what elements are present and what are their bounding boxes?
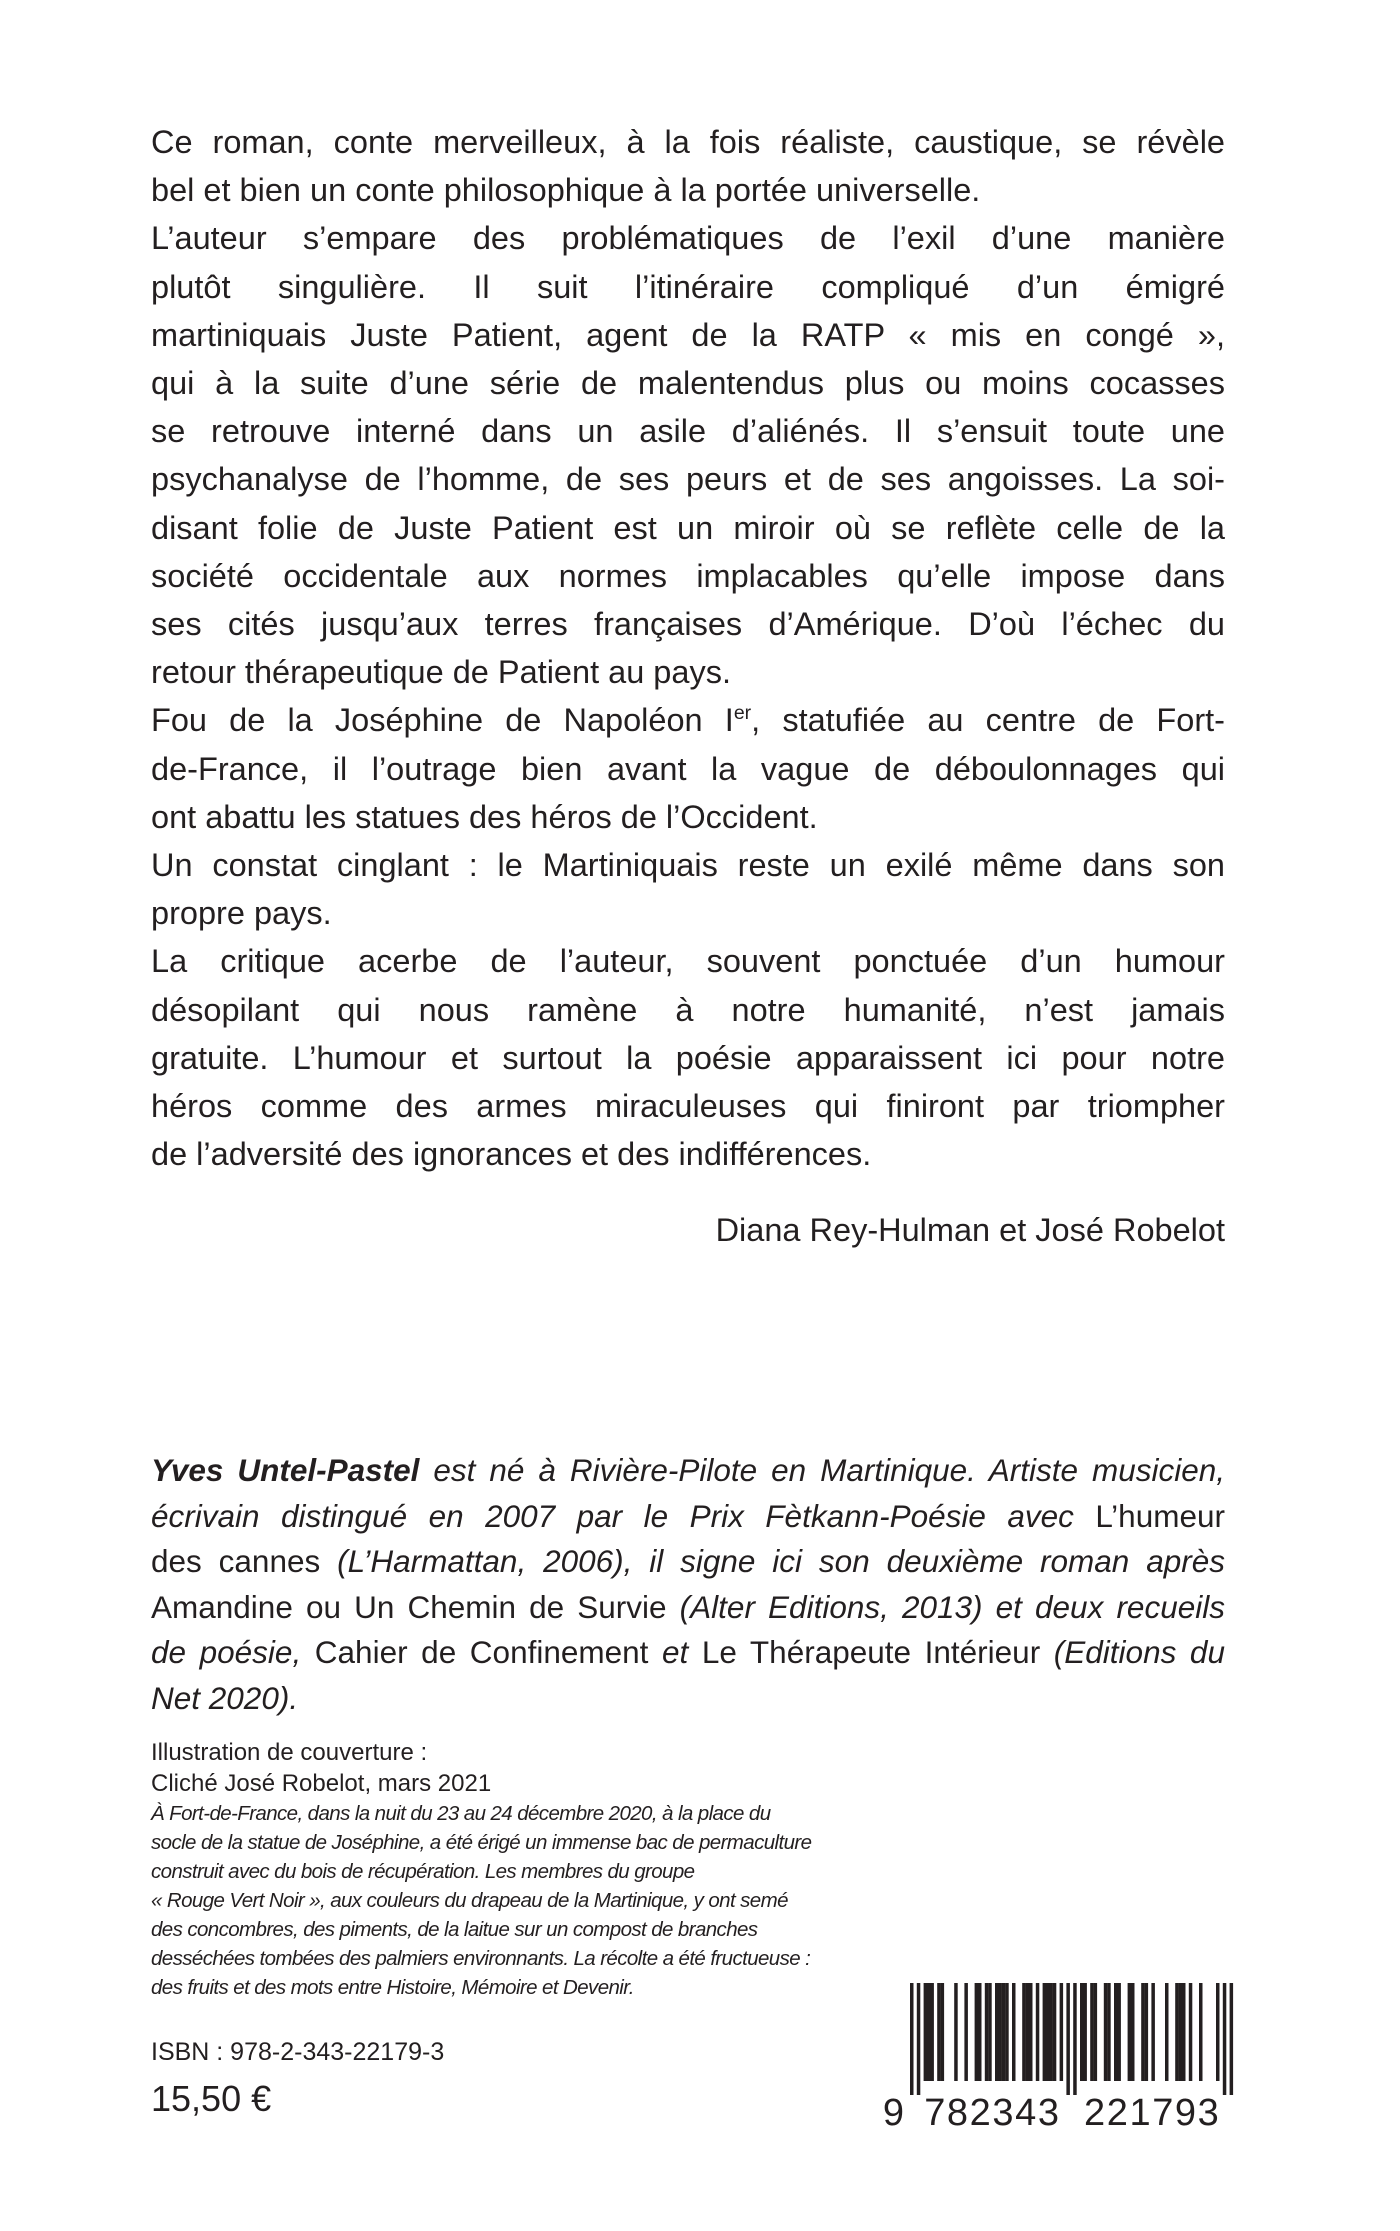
barcode-bar <box>1005 1983 1009 2081</box>
barcode-bar <box>1182 1983 1186 2081</box>
caption-line: desséchées tombées des palmiers environnants. La récolte a été fructueuse : <box>151 1947 811 1970</box>
bio-line <box>151 1585 1225 1631</box>
summary-line <box>151 841 1225 889</box>
barcode-bar <box>975 1983 979 2081</box>
barcode-bar <box>937 1983 941 2081</box>
superscript: er <box>733 702 752 725</box>
barcode-bar <box>1151 1983 1155 2081</box>
bio-text: Net 2020). <box>151 1679 299 1716</box>
credits-photo: Cliché José Robelot, mars 2021 <box>151 1770 492 1797</box>
barcode-bar <box>1073 1983 1077 2095</box>
barcode-bar <box>964 1983 968 2081</box>
summary-line-text: Fou de la Joséphine de Napoléon I <box>151 702 734 739</box>
summary-line-text: ses cités jusqu’aux terres françaises d’Amérique. D’où l’échec du <box>151 606 1225 643</box>
summary-line-text: retour thérapeutique de Patient au pays. <box>151 654 731 691</box>
summary-line-text: de-France, il l’outrage bien avant la vague de déboulonnages qui <box>151 750 1225 787</box>
bio-text: de poésie, <box>151 1634 302 1670</box>
barcode-bar <box>985 1983 989 2081</box>
barcode-bar <box>1012 1983 1016 2081</box>
bio-text: écrivain distingué en 2007 par le Prix Fètkann-Poésie avec <box>151 1497 1074 1534</box>
barcode-bar <box>910 1983 914 2095</box>
summary-line-text: L’auteur s’empare des problématiques de l’exil d’une manière <box>151 220 1225 257</box>
barcode-bar <box>1046 1983 1050 2081</box>
summary-line-text: héros comme des armes miraculeuses qui finiront par triompher <box>151 1088 1225 1125</box>
barcode-digits: 782343 <box>924 2092 1059 2134</box>
isbn: ISBN : 978-2-343-22179-3 <box>151 2038 445 2066</box>
barcode-bar <box>1029 1983 1033 2081</box>
summary-line-text: gratuite. L’humour et surtout la poésie apparaissent ici pour notre <box>151 1039 1225 1076</box>
summary-line-text: ont abattu les statues des héros de l’Occident. <box>151 798 818 835</box>
barcode-bar <box>1175 1983 1179 2081</box>
barcode-bar <box>924 1983 928 2081</box>
barcode-bar <box>1083 1983 1087 2081</box>
barcode-bar <box>1066 1983 1070 2095</box>
barcode-bar <box>1128 1983 1132 2081</box>
barcode-bar <box>978 1983 982 2081</box>
barcode-bar <box>1223 1983 1227 2095</box>
summary-line <box>151 696 1225 744</box>
bio-text: Yves Untel-Pastel <box>151 1452 420 1488</box>
caption-line: À Fort-de-France, dans la nuit du 23 au 24 décembre 2020, à la place du <box>151 1802 771 1825</box>
book-title: des cannes <box>151 1543 321 1579</box>
bio-line <box>151 1494 1225 1540</box>
summary-line <box>151 937 1225 985</box>
caption-line: des fruits et des mots entre Histoire, Mémoire et Devenir. <box>151 1976 634 1999</box>
summary-line-text: psychanalyse de l’homme, de ses peurs et de ses angoisses. La soi- <box>151 461 1225 498</box>
summary-line-text: bel et bien un conte philosophique à la portée universelle. <box>151 172 981 209</box>
summary-line-text: plutôt singulière. Il suit l’itinéraire compliqué d’un émigré <box>151 268 1225 305</box>
barcode-bar <box>1043 1983 1047 2081</box>
barcode-bar <box>1094 1983 1098 2081</box>
summary-line <box>151 263 1225 311</box>
caption-line: des concombres, des piments, de la laitue sur un compost de branches <box>151 1918 758 1941</box>
summary-line-text: , statufiée au centre de Fort- <box>751 702 1225 739</box>
caption-line: « Rouge Vert Noir », aux couleurs du drapeau de la Martinique, y ont semé <box>151 1889 788 1912</box>
credits-caption <box>151 1799 812 2002</box>
barcode-bar <box>1036 1983 1040 2081</box>
barcode-bar <box>1141 1983 1145 2081</box>
summary-line <box>151 407 1225 455</box>
bio-line <box>151 1676 1225 1722</box>
summary-line-text: propre pays. <box>151 895 332 932</box>
book-title: Le Thérapeute Intérieur <box>688 1634 1054 1670</box>
barcode-bar <box>1107 1983 1111 2081</box>
summary-line-text: de l’adversité des ignorances et des indifférences. <box>151 1136 872 1173</box>
summary-line <box>151 504 1225 552</box>
barcode-bar <box>1230 1983 1234 2095</box>
credits-heading: Illustration de couverture : <box>151 1739 428 1766</box>
barcode-digits: 9 <box>882 2092 904 2134</box>
author-bio <box>151 1448 1225 1721</box>
summary-line <box>151 455 1225 503</box>
summary-line <box>151 118 1225 166</box>
barcode-bar <box>917 1983 921 2095</box>
summary-line <box>151 600 1225 648</box>
barcode-bar <box>998 1983 1002 2081</box>
barcode-bar <box>1199 1983 1203 2081</box>
barcode-bar <box>954 1983 958 2081</box>
bio-text: (Alter Editions, 2013) et deux recueils <box>666 1588 1225 1625</box>
barcode-bar <box>1022 1983 1025 2081</box>
barcode-bar <box>1026 1983 1030 2081</box>
barcode-bar <box>1145 1983 1149 2081</box>
barcode-bar <box>941 1983 945 2081</box>
summary-line <box>151 986 1225 1034</box>
bio-line <box>151 1539 1225 1585</box>
barcode-bar <box>930 1983 934 2081</box>
barcode-bar <box>1002 1983 1006 2081</box>
summary-line-text: Un constat cinglant : le Martiniquais reste un exilé même dans son <box>151 847 1225 884</box>
book-title: L’humeur <box>1073 1497 1225 1534</box>
barcode-bar <box>1114 1983 1118 2081</box>
barcode-bar <box>995 1983 999 2081</box>
summary-line <box>151 166 1225 214</box>
back-cover-summary <box>151 118 1225 1178</box>
summary-line <box>151 311 1225 359</box>
caption-line: construit avec du bois de récupération. Les membres du groupe <box>151 1860 695 1883</box>
summary-line-text: désopilant qui nous ramène à notre humanité, n’est jamais <box>151 991 1225 1028</box>
summary-line <box>151 648 1225 696</box>
barcode-bar <box>927 1983 931 2081</box>
summary-line-text: La critique acerbe de l’auteur, souvent ponctuée d’un humour <box>151 943 1225 980</box>
bio-line <box>151 1448 1225 1494</box>
barcode-bar <box>1131 1983 1135 2081</box>
barcode-bar <box>1189 1983 1193 2081</box>
summary-line <box>151 1130 1225 1178</box>
summary-line <box>151 745 1225 793</box>
summary-line <box>151 1082 1225 1130</box>
barcode-bar <box>1060 1983 1064 2081</box>
barcode-bar <box>1165 1983 1169 2081</box>
summary-line <box>151 359 1225 407</box>
book-title: Amandine ou Un Chemin de Survie <box>151 1588 667 1625</box>
barcode-bar <box>1049 1983 1053 2081</box>
summary-line <box>151 1034 1225 1082</box>
summary-line-text: qui à la suite d’une série de malentendus plus ou moins cocasses <box>151 365 1225 402</box>
barcode-bar <box>1053 1983 1057 2081</box>
bio-text: (Editions du <box>1053 1634 1225 1670</box>
caption-line: socle de la statue de Joséphine, a été érigé un immense bac de permaculture <box>151 1831 812 1854</box>
barcode-bar <box>988 1983 992 2081</box>
barcode-digits: 221793 <box>1084 2092 1219 2134</box>
summary-line-text: Ce roman, conte merveilleux, à la fois réaliste, caustique, se révèle <box>151 124 1225 160</box>
summary-line-text: se retrouve interné dans un asile d’aliénés. Il s’ensuit toute une <box>151 413 1225 450</box>
barcode-bar <box>1117 1983 1121 2081</box>
barcode-bar <box>1104 1983 1108 2081</box>
summary-line <box>151 889 1225 937</box>
barcode-bar <box>1080 1983 1084 2081</box>
barcode-bar <box>1216 1983 1220 2081</box>
bio-text: est né à Rivière-Pilote en Martinique. Artiste musicien, <box>419 1452 1226 1488</box>
summary-line-text: disant folie de Juste Patient est un miroir où se reflète celle de la <box>151 509 1225 546</box>
barcode-bar <box>1179 1983 1183 2081</box>
summary-line <box>151 214 1225 262</box>
summary-line-text: société occidentale aux normes implacables qu’elle impose dans <box>151 557 1225 594</box>
bio-text: (L’Harmattan, 2006), il signe ici son deuxième roman après <box>320 1543 1225 1579</box>
cover-credits <box>151 1737 812 2002</box>
bio-line <box>151 1630 1225 1676</box>
book-title: Cahier de Confinement <box>301 1634 662 1670</box>
summary-signature: Diana Rey-Hulman et José Robelot <box>715 1212 1225 1248</box>
bio-text: et <box>662 1634 689 1670</box>
summary-line <box>151 793 1225 841</box>
price: 15,50 € <box>151 2078 272 2119</box>
summary-line <box>151 552 1225 600</box>
summary-line-text: martiniquais Juste Patient, agent de la RATP « mis en congé », <box>151 316 1225 353</box>
ean13-barcode <box>870 1975 1240 2140</box>
barcode-bar <box>1090 1983 1094 2081</box>
